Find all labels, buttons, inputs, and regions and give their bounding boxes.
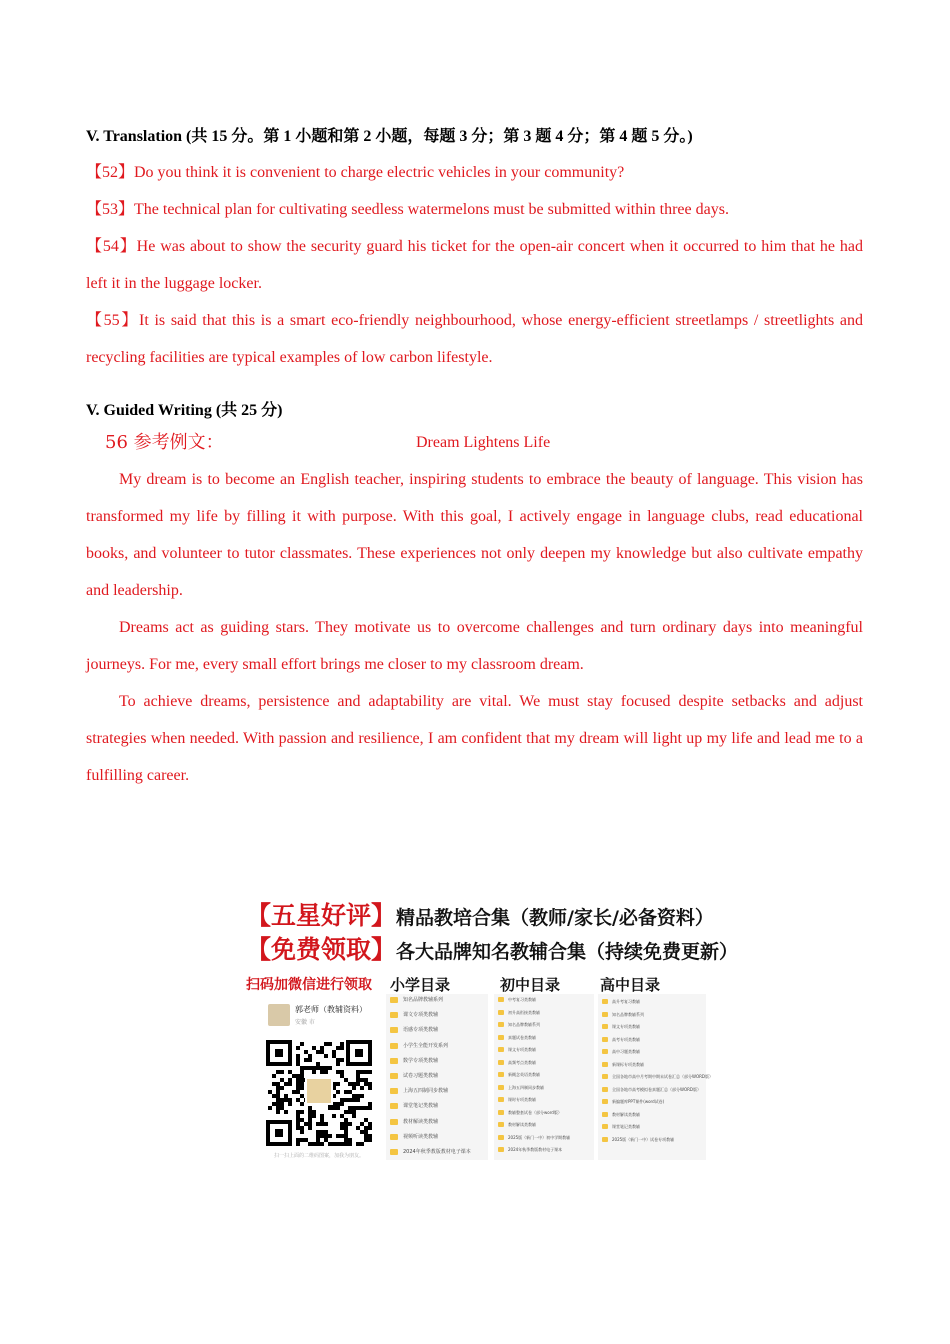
promo-tag-1: 【五星好评】	[246, 901, 397, 930]
junior-catalog-list	[498, 996, 570, 1159]
senior-catalog-heading: 高中目录	[600, 976, 661, 994]
folder-icon	[498, 1085, 504, 1090]
catalog-item-label: 试卷习题类教辅	[403, 1072, 439, 1079]
catalog-item-label: 教材解读类教辅	[403, 1118, 439, 1125]
contact-name: 郭老师（教辅资料）	[295, 1005, 367, 1014]
catalog-item	[602, 1098, 713, 1111]
avatar	[268, 1004, 290, 1026]
catalog-item-label: 初升高衔接类教辅	[508, 1009, 540, 1015]
catalog-item-label: 2025版（新门一中）初中学期教辅	[508, 1134, 571, 1140]
catalog-item-label: 视频听读类教辅	[403, 1133, 439, 1140]
catalog-item-label: 2025版（新门一中）试卷专项教辅	[612, 1136, 675, 1142]
answer-52: 【52】Do you think it is convenient to charge electric vehicles in your community?	[86, 164, 625, 181]
folder-icon	[498, 1010, 504, 1015]
catalog-item-label: 课堂笔记类教辅	[612, 1124, 640, 1129]
folder-icon	[498, 1122, 504, 1127]
folder-icon	[390, 1073, 398, 1079]
catalog-item	[498, 1096, 570, 1109]
catalog-item	[390, 996, 471, 1011]
folder-icon	[498, 1035, 504, 1040]
catalog-item	[602, 1111, 713, 1124]
catalog-item	[498, 1046, 570, 1059]
catalog-item	[498, 996, 570, 1009]
folder-icon	[498, 1060, 504, 1065]
answer-55: 【55】It is said that this is a smart eco-friendly neighbourhood, whose energy-efficient streetlamps / streetlights and recycling facilities are typical examples of low carbon lifestyle.	[86, 312, 863, 366]
catalog-item	[602, 1061, 713, 1074]
catalog-item	[390, 1087, 471, 1102]
catalog-item-label: 上海五四制同步教辅	[403, 1088, 449, 1095]
catalog-item-label: 教辅整套试卷（部分word版）	[508, 1109, 562, 1115]
catalog-item	[498, 1021, 570, 1034]
answer-53: 【53】The technical plan for cultivating seedless watermelons must be submitted within three days.	[86, 201, 729, 218]
folder-icon	[602, 1037, 608, 1042]
folder-icon	[390, 1088, 398, 1094]
catalog-item-label: 课文专项类教辅	[508, 1047, 536, 1052]
catalog-item-label: 数学专项类教辅	[403, 1057, 439, 1064]
promo-line-2	[246, 930, 738, 966]
folder-icon	[602, 1024, 608, 1029]
catalog-item-label: 全国各地市高考模拟卷真题汇总（部分WORD版）	[612, 1086, 701, 1092]
catalog-item	[390, 1133, 471, 1148]
catalog-item	[390, 1026, 471, 1041]
catalog-item	[498, 1109, 570, 1122]
catalog-item-label: 课文专项类教辅	[612, 1024, 640, 1029]
catalog-item-label: 高频考点类教辅	[508, 1059, 536, 1065]
folder-icon	[390, 1012, 398, 1018]
catalog-item	[602, 1073, 713, 1086]
folder-icon	[602, 1012, 608, 1017]
folder-icon	[498, 1110, 504, 1115]
catalog-item	[498, 1059, 570, 1072]
catalog-item	[390, 1042, 471, 1057]
catalog-item-label: 课时专项类教辅	[508, 1097, 536, 1102]
catalog-item-label: 上海五四制同步教辅	[508, 1084, 544, 1090]
folder-icon	[390, 1058, 398, 1064]
catalog-item	[498, 1121, 570, 1134]
folder-icon	[498, 1022, 504, 1027]
catalog-item	[498, 1009, 570, 1022]
wechat-contact	[268, 1002, 388, 1032]
senior-catalog-list	[602, 998, 713, 1148]
reference-label: 56 参考例文：	[105, 432, 224, 453]
catalog-item-label: 中考复习类教辅	[508, 997, 536, 1002]
folder-icon	[498, 1135, 504, 1140]
catalog-item-label: 2024年秋季教版教材电子课本	[508, 1147, 563, 1152]
primary-catalog-list	[390, 996, 471, 1163]
primary-catalog-heading: 小学目录	[390, 976, 451, 994]
essay-title: Dream Lightens Life	[416, 434, 551, 451]
folder-icon	[498, 1047, 504, 1052]
folder-icon	[498, 1097, 504, 1102]
catalog-item	[602, 1048, 713, 1061]
catalog-item	[498, 1034, 570, 1047]
catalog-item-label: 新编题库PPT课件(word试卷)	[612, 1099, 665, 1104]
folder-icon	[602, 1137, 608, 1142]
catalog-item-label: 课文专项类教辅	[403, 1012, 439, 1019]
folder-icon	[498, 1147, 504, 1152]
folder-icon	[390, 1134, 398, 1140]
catalog-item	[602, 1011, 713, 1024]
folder-icon	[602, 1074, 608, 1079]
catalog-item	[390, 1072, 471, 1087]
catalog-item	[602, 1086, 713, 1099]
catalog-item-label: 真题试卷类教辅	[508, 1034, 536, 1040]
essay-paragraph-2: Dreams act as guiding stars. They motivate us to overcome challenges and turn ordinary days into meaningful journeys. For me, every small effort brings me closer to my classroom dream.	[86, 619, 863, 673]
folder-icon	[602, 1049, 608, 1054]
catalog-item-label: 高中习题类教辅	[612, 1049, 640, 1054]
essay-title-row	[86, 424, 863, 461]
catalog-item-label: 新课标专项类教辅	[612, 1061, 644, 1067]
catalog-item-label: 全国各地市高中月考期中期末试卷汇总（部分WORD版）	[612, 1074, 713, 1079]
catalog-item	[602, 1036, 713, 1049]
qr-code-image[interactable]	[266, 1040, 372, 1146]
folder-icon	[390, 1043, 398, 1049]
promo-line-1	[246, 896, 714, 932]
qr-caption: 扫一扫上面的二维码图案，加我为朋友。	[274, 1153, 365, 1159]
catalog-item	[602, 1123, 713, 1136]
folder-icon	[602, 1087, 608, 1092]
folder-icon	[498, 1072, 504, 1077]
catalog-item-label: 教材解读类教辅	[612, 1111, 640, 1117]
catalog-item	[390, 1118, 471, 1133]
folder-icon	[602, 1124, 608, 1129]
catalog-item	[602, 1023, 713, 1036]
catalog-item	[602, 998, 713, 1011]
folder-icon	[390, 1119, 398, 1125]
catalog-item	[390, 1011, 471, 1026]
folder-icon	[390, 997, 398, 1003]
catalog-item	[390, 1148, 471, 1163]
catalog-item-label: 语感专项类教辅	[403, 1027, 439, 1034]
promo-banner	[246, 894, 739, 1162]
catalog-item	[498, 1071, 570, 1084]
folder-icon	[498, 997, 504, 1002]
junior-catalog-heading: 初中目录	[500, 976, 561, 994]
writing-heading: V. Guided Writing (共 25 分)	[86, 402, 283, 419]
promo-desc-1: 精品教培合集（教师/家长/必备资料）	[396, 907, 714, 929]
contact-location: 安徽 市	[295, 1019, 315, 1026]
essay-paragraph-1: My dream is to become an English teacher, inspiring students to embrace the beauty of language. This vision has transformed my life by filling it with purpose. With this goal, I actively engage in language clubs, read educational books, and volunteer to tutor classmates. These experiences not only deepen my knowledge but also cultivate empathy and leadership.	[86, 471, 863, 599]
promo-tag-2: 【免费领取】	[246, 935, 397, 964]
catalog-item-label: 知名品牌教辅系列	[403, 997, 444, 1003]
catalog-item-label: 知名品牌教辅系列	[508, 1022, 540, 1027]
catalog-item-label: 高升考复习教辅	[612, 999, 640, 1004]
answer-content	[86, 124, 863, 794]
catalog-item	[390, 1102, 471, 1117]
catalog-item	[498, 1084, 570, 1097]
folder-icon	[602, 999, 608, 1004]
folder-icon	[602, 1062, 608, 1067]
catalog-item-label: 教材解读类教辅	[508, 1122, 536, 1127]
folder-icon	[602, 1099, 608, 1104]
answer-54: 【54】He was about to show the security guard his ticket for the open-air concert when it occurred to him that he had left it in the luggage locker.	[86, 238, 863, 292]
section-gap	[86, 376, 863, 398]
catalog-item-label: 高考专项类教辅	[612, 1036, 640, 1042]
translation-heading: V. Translation (共 15 分。第 1 小题和第 2 小题，每题 3 分；第 3 题 4 分；第 4 题 5 分。)	[86, 128, 693, 145]
catalog-item	[390, 1057, 471, 1072]
catalog-item-label: 知名品牌教辅系列	[612, 1011, 644, 1017]
catalog-item	[498, 1146, 570, 1159]
scan-label: 扫码加微信进行领取	[246, 977, 372, 993]
promo-desc-2: 各大品牌知名教辅合集（持续免费更新）	[396, 941, 739, 963]
folder-icon	[602, 1112, 608, 1117]
catalog-item-label: 课堂笔记类教辅	[403, 1103, 439, 1110]
essay-paragraph-3: To achieve dreams, persistence and adaptability are vital. We must stay focused despite setbacks and adjust strategies when needed. With passion and resilience, I am confident that my dream will light up my life and lead me to a fulfilling career.	[86, 693, 863, 784]
folder-icon	[390, 1103, 398, 1109]
folder-icon	[390, 1149, 398, 1155]
catalog-item	[602, 1136, 713, 1149]
catalog-item-label: 小学生全能开发系列	[403, 1042, 449, 1049]
catalog-item-label: 2024年秋季教版教材电子课本	[403, 1148, 471, 1155]
folder-icon	[390, 1027, 398, 1033]
catalog-item	[498, 1134, 570, 1147]
catalog-item-label: 新概念英语类教辅	[508, 1072, 540, 1077]
